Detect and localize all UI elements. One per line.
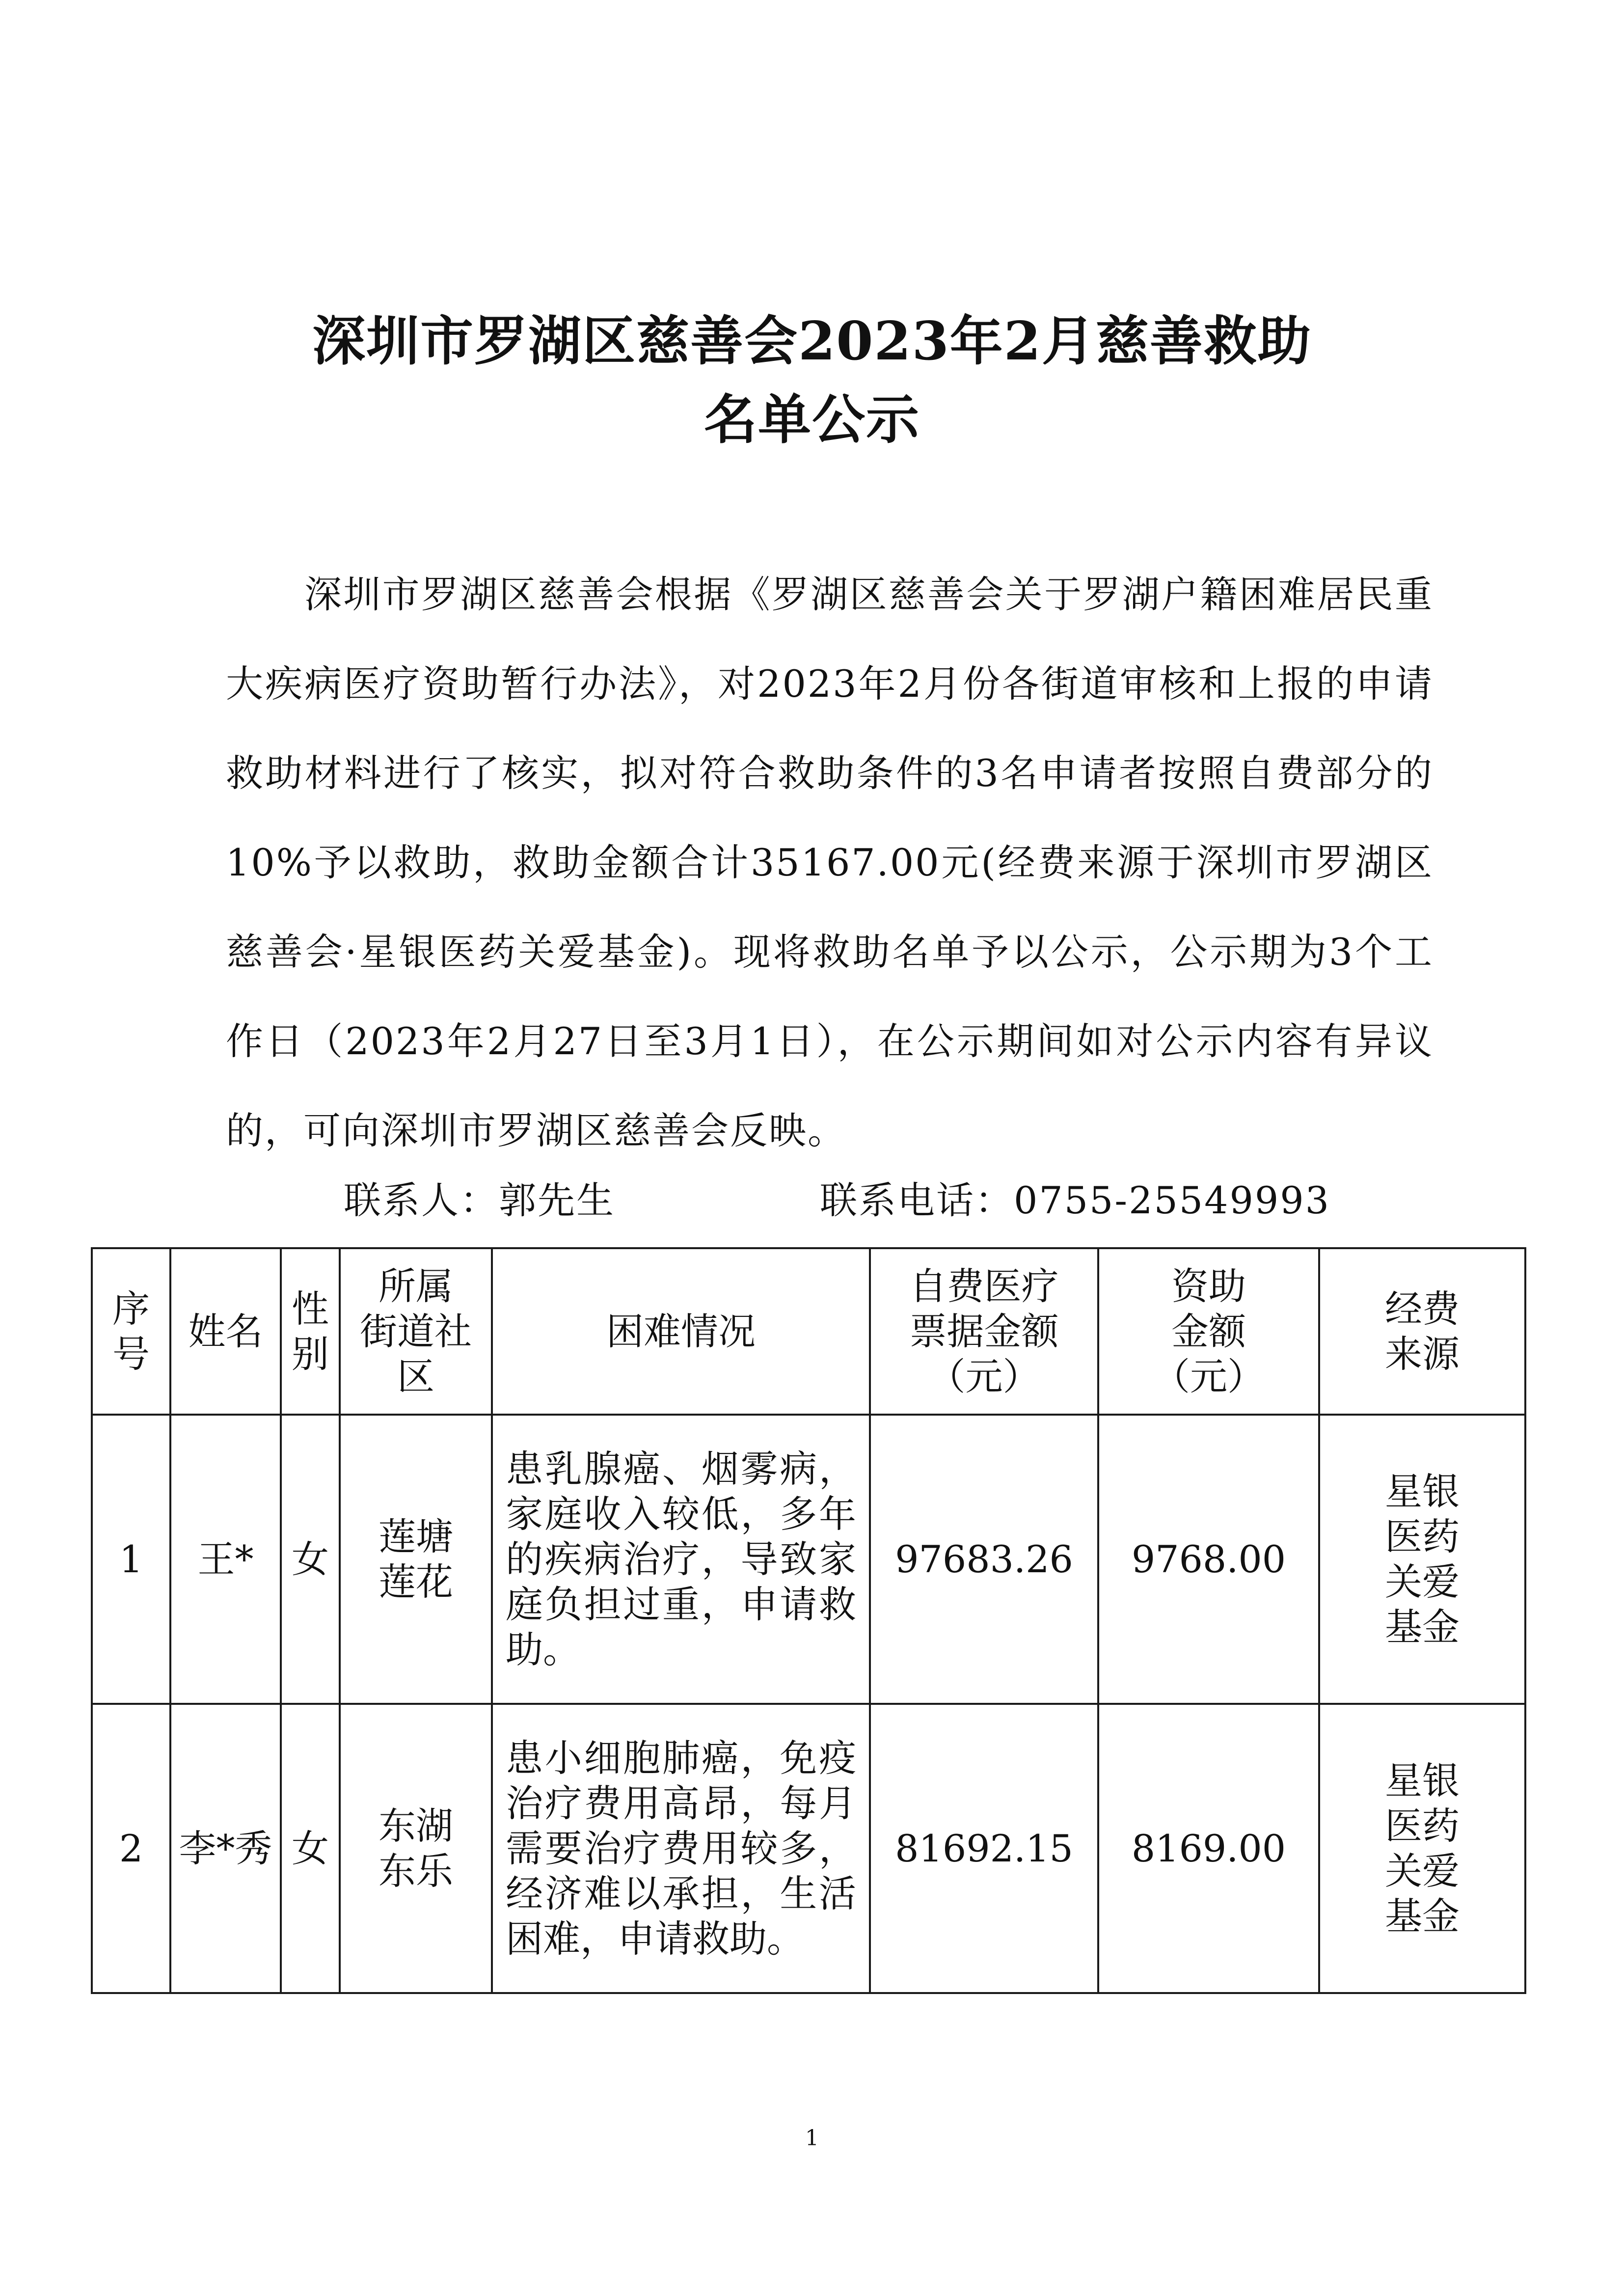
header-name: 姓名	[170, 1248, 281, 1415]
contact-phone: 联系电话：0755-25549993	[820, 1178, 1330, 1222]
header-community: 所属 街道社区	[340, 1248, 492, 1415]
page-number: 1	[805, 2126, 819, 2151]
cell-funding-source: 星银 医药 关爱 基金	[1319, 1415, 1525, 1704]
cell-aid-amount: 9768.00	[1098, 1415, 1319, 1704]
cell-gender: 女	[281, 1415, 340, 1704]
cell-name: 李*秀	[170, 1704, 281, 1993]
cell-name: 王*	[170, 1415, 281, 1704]
table-header-row	[92, 1248, 1525, 1415]
cell-seq: 2	[92, 1704, 170, 1993]
cell-gender: 女	[281, 1704, 340, 1993]
cell-difficulty: 患小细胞肺癌，免疫治疗费用高昂，每月需要治疗费用较多，经济难以承担，生活困难，申请救助。	[492, 1704, 870, 1993]
cell-seq: 1	[92, 1415, 170, 1704]
header-medical-amount: 自费医疗 票据金额 （元）	[870, 1248, 1098, 1415]
contact-person: 联系人：郭先生	[344, 1178, 615, 1222]
table-row	[92, 1704, 1525, 1993]
cell-aid-amount: 8169.00	[1098, 1704, 1319, 1993]
header-gender: 性 别	[281, 1248, 340, 1415]
header-difficulty: 困难情况	[492, 1248, 870, 1415]
cell-community: 东湖 东乐	[340, 1704, 492, 1993]
relief-list-table	[91, 1247, 1526, 1994]
cell-funding-source: 星银 医药 关爱 基金	[1319, 1704, 1525, 1993]
header-funding-source: 经费 来源	[1319, 1248, 1525, 1415]
table-row	[92, 1415, 1525, 1704]
header-seq: 序 号	[92, 1248, 170, 1415]
document-title-line1: 深圳市罗湖区慈善会2023年2月慈善救助	[312, 310, 1312, 372]
header-aid-amount: 资助 金额 （元）	[1098, 1248, 1319, 1415]
document-title-line2: 名单公示	[704, 389, 920, 451]
cell-difficulty: 患乳腺癌、烟雾病，家庭收入较低，多年的疾病治疗，导致家庭负担过重，申请救助。	[492, 1415, 870, 1704]
cell-medical-amount: 97683.26	[870, 1415, 1098, 1704]
cell-community: 莲塘 莲花	[340, 1415, 492, 1704]
cell-medical-amount: 81692.15	[870, 1704, 1098, 1993]
announcement-body: 深圳市罗湖区慈善会根据《罗湖区慈善会关于罗湖户籍困难居民重大疾病医疗资助暂行办法》，对2023年2月份各街道审核和上报的申请救助材料进行了核实，拟对符合救助条件的3名申请者按照自费部分的10%予以救助，救助金额合计35167.00元(经费来源于深圳市罗湖区慈善会·星银医药关爱基金)。现将救助名单予以公示，公示期为3个工作日（2023年2月27日至3月1日），在公示期间如对公示内容有异议的，可向深圳市罗湖区慈善会反映。	[226, 573, 1434, 1152]
